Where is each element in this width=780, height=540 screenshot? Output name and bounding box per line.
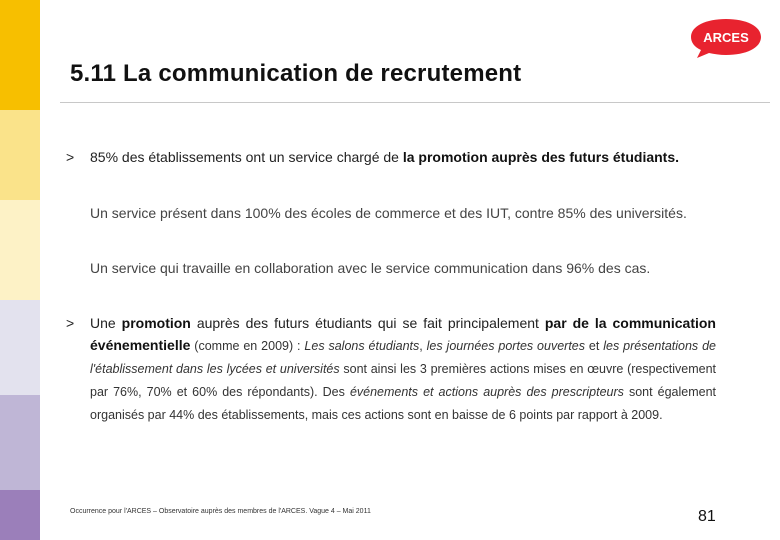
bullet-2-part: auprès des futurs étudiants qui se fait principalement — [190, 315, 545, 331]
bullet-2-italic: Les salons étudiants — [304, 339, 420, 353]
left-color-band-5 — [0, 395, 40, 490]
arces-logo — [688, 16, 764, 60]
sub-point-2: Un service qui travaille en collaboration avec le service communication dans 96% des cas. — [90, 260, 651, 276]
bullet-2-italic: les présentations de l'établissement dans les lycées et universités — [90, 339, 716, 376]
bullet-2-italic: événements et actions auprès des prescripteurs — [349, 385, 624, 399]
bullet-1-plain: 85% des établissements ont un service chargé de — [90, 149, 403, 165]
bullet-1-bold: la promotion auprès des futurs étudiants. — [402, 149, 680, 165]
sub-point-1: Un service présent dans 100% des écoles de commerce et des IUT, contre 85% des universités. — [90, 205, 687, 221]
bullet-2-part: , — [419, 339, 427, 353]
bullet-2-part: sont ainsi les 3 premières actions mises en œuvre (respectivement par 76%, 70% et 60% des répondants). Des — [90, 362, 716, 399]
bullet-marker: > — [66, 149, 75, 165]
bullet-1 — [66, 146, 716, 168]
bullet-2-text — [90, 312, 716, 426]
left-color-band-6 — [0, 490, 40, 540]
page-title: 5.11 La communication de recrutement — [70, 60, 522, 87]
title-divider — [60, 102, 770, 103]
page-number: 81 — [698, 508, 716, 525]
bullet-2-part: sont également organisés par 44% des établissements, mais ces actions sont en baisse de 6 points par rapport à 2009. — [90, 385, 716, 422]
left-color-band-3 — [0, 200, 40, 300]
bullet-2-bold: par de la communication événementielle — [90, 315, 716, 353]
left-color-band-4 — [0, 300, 40, 395]
bullet-2-part: Une — [90, 315, 122, 331]
left-color-band-1 — [0, 0, 40, 110]
bullet-2-part: (comme en 2009) : — [190, 339, 305, 353]
bullet-1-text — [90, 146, 716, 168]
logo-text: ARCES — [703, 30, 749, 45]
bullet-marker: > — [66, 315, 75, 331]
bullet-2-bold: promotion — [121, 315, 191, 331]
left-color-band-2 — [0, 110, 40, 200]
bullet-2-part: et — [585, 339, 604, 353]
source-footnote: Occurrence pour l'ARCES – Observatoire auprès des membres de l'ARCES. Vague 4 – Mai 2011 — [70, 508, 371, 515]
bullet-2-italic: les journées portes ouvertes — [426, 339, 585, 353]
bullet-2 — [66, 312, 716, 426]
